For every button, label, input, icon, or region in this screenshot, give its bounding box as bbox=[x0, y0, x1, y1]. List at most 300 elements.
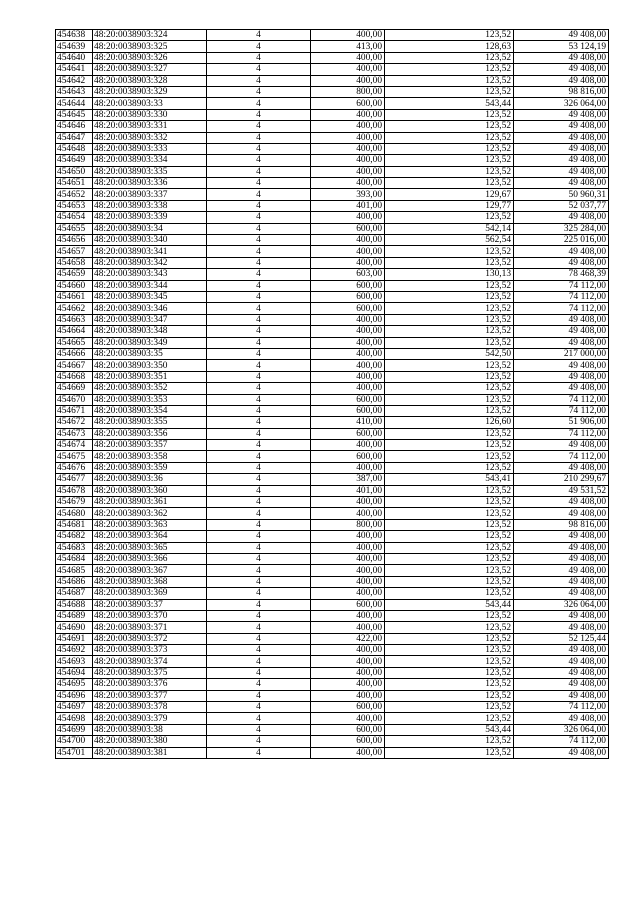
rate-cell: 123,52 bbox=[385, 155, 514, 166]
rate-cell: 123,52 bbox=[385, 519, 514, 530]
cadastral-number-cell: 48:20:0038903:350 bbox=[93, 360, 207, 371]
cadastral-number-cell: 48:20:0038903:369 bbox=[93, 588, 207, 599]
area-cell: 400,00 bbox=[311, 553, 385, 564]
category-cell: 4 bbox=[207, 462, 311, 473]
cadastral-number-cell: 48:20:0038903:344 bbox=[93, 280, 207, 291]
row-id-cell: 454654 bbox=[56, 212, 93, 223]
total-value-cell: 49 408,00 bbox=[514, 64, 609, 75]
row-id-cell: 454665 bbox=[56, 337, 93, 348]
row-id-cell: 454638 bbox=[56, 30, 93, 41]
area-cell: 400,00 bbox=[311, 747, 385, 758]
rate-cell: 129,77 bbox=[385, 200, 514, 211]
category-cell: 4 bbox=[207, 64, 311, 75]
table-row bbox=[56, 645, 609, 656]
total-value-cell: 50 960,31 bbox=[514, 189, 609, 200]
area-cell: 400,00 bbox=[311, 52, 385, 63]
area-cell: 600,00 bbox=[311, 303, 385, 314]
table-row bbox=[56, 326, 609, 337]
rate-cell: 123,52 bbox=[385, 462, 514, 473]
area-cell: 400,00 bbox=[311, 30, 385, 41]
category-cell: 4 bbox=[207, 542, 311, 553]
table-row bbox=[56, 383, 609, 394]
rate-cell: 123,52 bbox=[385, 394, 514, 405]
row-id-cell: 454685 bbox=[56, 565, 93, 576]
area-cell: 400,00 bbox=[311, 508, 385, 519]
table-row bbox=[56, 474, 609, 485]
rate-cell: 123,52 bbox=[385, 588, 514, 599]
cadastral-number-cell: 48:20:0038903:326 bbox=[93, 52, 207, 63]
row-id-cell: 454651 bbox=[56, 178, 93, 189]
area-cell: 400,00 bbox=[311, 178, 385, 189]
total-value-cell: 49 408,00 bbox=[514, 52, 609, 63]
table-row bbox=[56, 462, 609, 473]
row-id-cell: 454682 bbox=[56, 531, 93, 542]
row-id-cell: 454660 bbox=[56, 280, 93, 291]
total-value-cell: 49 408,00 bbox=[514, 610, 609, 621]
category-cell: 4 bbox=[207, 519, 311, 530]
rate-cell: 123,52 bbox=[385, 702, 514, 713]
area-cell: 400,00 bbox=[311, 679, 385, 690]
table-row bbox=[56, 690, 609, 701]
total-value-cell: 49 408,00 bbox=[514, 30, 609, 41]
category-cell: 4 bbox=[207, 235, 311, 246]
rate-cell: 123,52 bbox=[385, 246, 514, 257]
cadastral-number-cell: 48:20:0038903:360 bbox=[93, 485, 207, 496]
table-row bbox=[56, 280, 609, 291]
cadastral-number-cell: 48:20:0038903:37 bbox=[93, 599, 207, 610]
rate-cell: 123,52 bbox=[385, 610, 514, 621]
area-cell: 600,00 bbox=[311, 702, 385, 713]
total-value-cell: 49 408,00 bbox=[514, 690, 609, 701]
area-cell: 600,00 bbox=[311, 736, 385, 747]
row-id-cell: 454679 bbox=[56, 497, 93, 508]
total-value-cell: 74 112,00 bbox=[514, 405, 609, 416]
table-row bbox=[56, 485, 609, 496]
total-value-cell: 325 284,00 bbox=[514, 223, 609, 234]
area-cell: 400,00 bbox=[311, 610, 385, 621]
row-id-cell: 454646 bbox=[56, 121, 93, 132]
cadastral-number-cell: 48:20:0038903:330 bbox=[93, 109, 207, 120]
category-cell: 4 bbox=[207, 314, 311, 325]
total-value-cell: 49 408,00 bbox=[514, 109, 609, 120]
area-cell: 400,00 bbox=[311, 713, 385, 724]
category-cell: 4 bbox=[207, 599, 311, 610]
cadastral-number-cell: 48:20:0038903:337 bbox=[93, 189, 207, 200]
rate-cell: 123,52 bbox=[385, 303, 514, 314]
total-value-cell: 49 408,00 bbox=[514, 257, 609, 268]
table-row bbox=[56, 394, 609, 405]
table-row bbox=[56, 30, 609, 41]
rate-cell: 123,52 bbox=[385, 405, 514, 416]
cadastral-number-cell: 48:20:0038903:335 bbox=[93, 166, 207, 177]
table-row bbox=[56, 633, 609, 644]
cadastral-number-cell: 48:20:0038903:363 bbox=[93, 519, 207, 530]
cadastral-number-cell: 48:20:0038903:38 bbox=[93, 724, 207, 735]
cadastral-number-cell: 48:20:0038903:365 bbox=[93, 542, 207, 553]
row-id-cell: 454661 bbox=[56, 291, 93, 302]
row-id-cell: 454674 bbox=[56, 440, 93, 451]
area-cell: 401,00 bbox=[311, 485, 385, 496]
cadastral-number-cell: 48:20:0038903:333 bbox=[93, 143, 207, 154]
total-value-cell: 49 408,00 bbox=[514, 75, 609, 86]
table-row bbox=[56, 610, 609, 621]
total-value-cell: 49 408,00 bbox=[514, 531, 609, 542]
category-cell: 4 bbox=[207, 451, 311, 462]
rate-cell: 123,52 bbox=[385, 86, 514, 97]
cadastral-number-cell: 48:20:0038903:371 bbox=[93, 622, 207, 633]
total-value-cell: 326 064,00 bbox=[514, 724, 609, 735]
cadastral-number-cell: 48:20:0038903:358 bbox=[93, 451, 207, 462]
category-cell: 4 bbox=[207, 348, 311, 359]
total-value-cell: 49 408,00 bbox=[514, 155, 609, 166]
cadastral-number-cell: 48:20:0038903:367 bbox=[93, 565, 207, 576]
area-cell: 393,00 bbox=[311, 189, 385, 200]
category-cell: 4 bbox=[207, 41, 311, 52]
area-cell: 400,00 bbox=[311, 348, 385, 359]
total-value-cell: 49 408,00 bbox=[514, 667, 609, 678]
table-row bbox=[56, 41, 609, 52]
rate-cell: 129,67 bbox=[385, 189, 514, 200]
category-cell: 4 bbox=[207, 736, 311, 747]
area-cell: 400,00 bbox=[311, 645, 385, 656]
cadastral-number-cell: 48:20:0038903:35 bbox=[93, 348, 207, 359]
row-id-cell: 454691 bbox=[56, 633, 93, 644]
row-id-cell: 454688 bbox=[56, 599, 93, 610]
area-cell: 800,00 bbox=[311, 86, 385, 97]
area-cell: 400,00 bbox=[311, 235, 385, 246]
row-id-cell: 454690 bbox=[56, 622, 93, 633]
table-row bbox=[56, 417, 609, 428]
category-cell: 4 bbox=[207, 724, 311, 735]
total-value-cell: 326 064,00 bbox=[514, 98, 609, 109]
area-cell: 400,00 bbox=[311, 565, 385, 576]
row-id-cell: 454689 bbox=[56, 610, 93, 621]
rate-cell: 123,52 bbox=[385, 542, 514, 553]
rate-cell: 123,52 bbox=[385, 280, 514, 291]
category-cell: 4 bbox=[207, 531, 311, 542]
cadastral-number-cell: 48:20:0038903:372 bbox=[93, 633, 207, 644]
category-cell: 4 bbox=[207, 747, 311, 758]
total-value-cell: 49 408,00 bbox=[514, 246, 609, 257]
row-id-cell: 454695 bbox=[56, 679, 93, 690]
rate-cell: 123,52 bbox=[385, 52, 514, 63]
row-id-cell: 454657 bbox=[56, 246, 93, 257]
area-cell: 400,00 bbox=[311, 360, 385, 371]
cadastral-number-cell: 48:20:0038903:349 bbox=[93, 337, 207, 348]
table-row bbox=[56, 257, 609, 268]
rate-cell: 123,52 bbox=[385, 667, 514, 678]
category-cell: 4 bbox=[207, 257, 311, 268]
area-cell: 400,00 bbox=[311, 542, 385, 553]
rate-cell: 123,52 bbox=[385, 713, 514, 724]
rate-cell: 123,52 bbox=[385, 576, 514, 587]
row-id-cell: 454693 bbox=[56, 656, 93, 667]
row-id-cell: 454641 bbox=[56, 64, 93, 75]
cadastral-number-cell: 48:20:0038903:347 bbox=[93, 314, 207, 325]
category-cell: 4 bbox=[207, 656, 311, 667]
table-row bbox=[56, 531, 609, 542]
cadastral-number-cell: 48:20:0038903:36 bbox=[93, 474, 207, 485]
cadastral-number-cell: 48:20:0038903:376 bbox=[93, 679, 207, 690]
rate-cell: 542,14 bbox=[385, 223, 514, 234]
rate-cell: 543,41 bbox=[385, 474, 514, 485]
rate-cell: 123,52 bbox=[385, 679, 514, 690]
cadastral-number-cell: 48:20:0038903:327 bbox=[93, 64, 207, 75]
row-id-cell: 454642 bbox=[56, 75, 93, 86]
row-id-cell: 454701 bbox=[56, 747, 93, 758]
category-cell: 4 bbox=[207, 269, 311, 280]
row-id-cell: 454653 bbox=[56, 200, 93, 211]
cadastral-number-cell: 48:20:0038903:373 bbox=[93, 645, 207, 656]
cadastral-number-cell: 48:20:0038903:375 bbox=[93, 667, 207, 678]
table-row bbox=[56, 713, 609, 724]
cadastral-number-cell: 48:20:0038903:328 bbox=[93, 75, 207, 86]
total-value-cell: 49 408,00 bbox=[514, 178, 609, 189]
total-value-cell: 49 408,00 bbox=[514, 337, 609, 348]
area-cell: 400,00 bbox=[311, 121, 385, 132]
row-id-cell: 454696 bbox=[56, 690, 93, 701]
cadastral-number-cell: 48:20:0038903:342 bbox=[93, 257, 207, 268]
rate-cell: 543,44 bbox=[385, 724, 514, 735]
row-id-cell: 454673 bbox=[56, 428, 93, 439]
category-cell: 4 bbox=[207, 679, 311, 690]
table-row bbox=[56, 155, 609, 166]
category-cell: 4 bbox=[207, 405, 311, 416]
table-row bbox=[56, 371, 609, 382]
category-cell: 4 bbox=[207, 109, 311, 120]
total-value-cell: 74 112,00 bbox=[514, 280, 609, 291]
table-row bbox=[56, 132, 609, 143]
row-id-cell: 454668 bbox=[56, 371, 93, 382]
cadastral-number-cell: 48:20:0038903:324 bbox=[93, 30, 207, 41]
cadastral-number-cell: 48:20:0038903:377 bbox=[93, 690, 207, 701]
total-value-cell: 74 112,00 bbox=[514, 451, 609, 462]
category-cell: 4 bbox=[207, 440, 311, 451]
category-cell: 4 bbox=[207, 428, 311, 439]
cadastral-number-cell: 48:20:0038903:357 bbox=[93, 440, 207, 451]
category-cell: 4 bbox=[207, 633, 311, 644]
area-cell: 400,00 bbox=[311, 371, 385, 382]
category-cell: 4 bbox=[207, 166, 311, 177]
area-cell: 400,00 bbox=[311, 667, 385, 678]
table-row bbox=[56, 143, 609, 154]
row-id-cell: 454649 bbox=[56, 155, 93, 166]
rate-cell: 123,52 bbox=[385, 291, 514, 302]
total-value-cell: 49 408,00 bbox=[514, 360, 609, 371]
total-value-cell: 52 125,44 bbox=[514, 633, 609, 644]
cadastral-number-cell: 48:20:0038903:341 bbox=[93, 246, 207, 257]
area-cell: 400,00 bbox=[311, 383, 385, 394]
category-cell: 4 bbox=[207, 223, 311, 234]
total-value-cell: 225 016,00 bbox=[514, 235, 609, 246]
total-value-cell: 49 408,00 bbox=[514, 497, 609, 508]
row-id-cell: 454687 bbox=[56, 588, 93, 599]
total-value-cell: 74 112,00 bbox=[514, 303, 609, 314]
area-cell: 400,00 bbox=[311, 462, 385, 473]
row-id-cell: 454670 bbox=[56, 394, 93, 405]
area-cell: 600,00 bbox=[311, 724, 385, 735]
rate-cell: 123,52 bbox=[385, 508, 514, 519]
rate-cell: 123,52 bbox=[385, 371, 514, 382]
category-cell: 4 bbox=[207, 303, 311, 314]
table-row bbox=[56, 166, 609, 177]
category-cell: 4 bbox=[207, 690, 311, 701]
cadastral-number-cell: 48:20:0038903:381 bbox=[93, 747, 207, 758]
table-row bbox=[56, 519, 609, 530]
cadastral-number-cell: 48:20:0038903:354 bbox=[93, 405, 207, 416]
cadastral-number-cell: 48:20:0038903:379 bbox=[93, 713, 207, 724]
row-id-cell: 454683 bbox=[56, 542, 93, 553]
table-row bbox=[56, 576, 609, 587]
category-cell: 4 bbox=[207, 143, 311, 154]
rate-cell: 123,52 bbox=[385, 360, 514, 371]
rate-cell: 123,52 bbox=[385, 633, 514, 644]
cadastral-number-cell: 48:20:0038903:334 bbox=[93, 155, 207, 166]
cadastral-number-cell: 48:20:0038903:355 bbox=[93, 417, 207, 428]
table-row bbox=[56, 348, 609, 359]
total-value-cell: 49 408,00 bbox=[514, 656, 609, 667]
cadastral-number-cell: 48:20:0038903:331 bbox=[93, 121, 207, 132]
rate-cell: 123,52 bbox=[385, 121, 514, 132]
cadastral-value-table bbox=[55, 29, 609, 759]
table-row bbox=[56, 405, 609, 416]
table-row bbox=[56, 212, 609, 223]
category-cell: 4 bbox=[207, 383, 311, 394]
table-row bbox=[56, 497, 609, 508]
rate-cell: 542,50 bbox=[385, 348, 514, 359]
row-id-cell: 454640 bbox=[56, 52, 93, 63]
cadastral-number-cell: 48:20:0038903:366 bbox=[93, 553, 207, 564]
total-value-cell: 53 124,19 bbox=[514, 41, 609, 52]
total-value-cell: 74 112,00 bbox=[514, 428, 609, 439]
table-row bbox=[56, 440, 609, 451]
total-value-cell: 49 408,00 bbox=[514, 622, 609, 633]
rate-cell: 123,52 bbox=[385, 645, 514, 656]
total-value-cell: 49 408,00 bbox=[514, 212, 609, 223]
area-cell: 422,00 bbox=[311, 633, 385, 644]
total-value-cell: 49 408,00 bbox=[514, 143, 609, 154]
area-cell: 400,00 bbox=[311, 588, 385, 599]
area-cell: 387,00 bbox=[311, 474, 385, 485]
category-cell: 4 bbox=[207, 337, 311, 348]
rate-cell: 123,52 bbox=[385, 451, 514, 462]
area-cell: 600,00 bbox=[311, 223, 385, 234]
area-cell: 400,00 bbox=[311, 143, 385, 154]
row-id-cell: 454656 bbox=[56, 235, 93, 246]
area-cell: 400,00 bbox=[311, 337, 385, 348]
category-cell: 4 bbox=[207, 565, 311, 576]
area-cell: 400,00 bbox=[311, 109, 385, 120]
total-value-cell: 49 408,00 bbox=[514, 371, 609, 382]
rate-cell: 123,52 bbox=[385, 747, 514, 758]
row-id-cell: 454680 bbox=[56, 508, 93, 519]
area-cell: 400,00 bbox=[311, 155, 385, 166]
table-row bbox=[56, 98, 609, 109]
cadastral-number-cell: 48:20:0038903:329 bbox=[93, 86, 207, 97]
table-row bbox=[56, 121, 609, 132]
cadastral-number-cell: 48:20:0038903:343 bbox=[93, 269, 207, 280]
row-id-cell: 454650 bbox=[56, 166, 93, 177]
area-cell: 400,00 bbox=[311, 497, 385, 508]
area-cell: 400,00 bbox=[311, 622, 385, 633]
row-id-cell: 454697 bbox=[56, 702, 93, 713]
rate-cell: 123,52 bbox=[385, 132, 514, 143]
rate-cell: 123,52 bbox=[385, 337, 514, 348]
category-cell: 4 bbox=[207, 121, 311, 132]
table-row bbox=[56, 553, 609, 564]
area-cell: 401,00 bbox=[311, 200, 385, 211]
category-cell: 4 bbox=[207, 553, 311, 564]
row-id-cell: 454639 bbox=[56, 41, 93, 52]
cadastral-number-cell: 48:20:0038903:332 bbox=[93, 132, 207, 143]
rate-cell: 123,52 bbox=[385, 30, 514, 41]
table-row bbox=[56, 291, 609, 302]
table-row bbox=[56, 64, 609, 75]
area-cell: 600,00 bbox=[311, 405, 385, 416]
row-id-cell: 454671 bbox=[56, 405, 93, 416]
table-row bbox=[56, 86, 609, 97]
row-id-cell: 454675 bbox=[56, 451, 93, 462]
category-cell: 4 bbox=[207, 98, 311, 109]
row-id-cell: 454698 bbox=[56, 713, 93, 724]
table-row bbox=[56, 542, 609, 553]
area-cell: 410,00 bbox=[311, 417, 385, 428]
area-cell: 600,00 bbox=[311, 599, 385, 610]
rate-cell: 123,52 bbox=[385, 428, 514, 439]
category-cell: 4 bbox=[207, 622, 311, 633]
rate-cell: 123,52 bbox=[385, 497, 514, 508]
rate-cell: 562,54 bbox=[385, 235, 514, 246]
area-cell: 600,00 bbox=[311, 291, 385, 302]
category-cell: 4 bbox=[207, 645, 311, 656]
cadastral-number-cell: 48:20:0038903:374 bbox=[93, 656, 207, 667]
category-cell: 4 bbox=[207, 30, 311, 41]
rate-cell: 543,44 bbox=[385, 98, 514, 109]
area-cell: 400,00 bbox=[311, 64, 385, 75]
row-id-cell: 454700 bbox=[56, 736, 93, 747]
total-value-cell: 98 816,00 bbox=[514, 519, 609, 530]
total-value-cell: 51 906,00 bbox=[514, 417, 609, 428]
table-row bbox=[56, 109, 609, 120]
table-row bbox=[56, 599, 609, 610]
area-cell: 400,00 bbox=[311, 75, 385, 86]
area-cell: 400,00 bbox=[311, 212, 385, 223]
cadastral-number-cell: 48:20:0038903:346 bbox=[93, 303, 207, 314]
category-cell: 4 bbox=[207, 417, 311, 428]
category-cell: 4 bbox=[207, 326, 311, 337]
category-cell: 4 bbox=[207, 75, 311, 86]
category-cell: 4 bbox=[207, 178, 311, 189]
area-cell: 400,00 bbox=[311, 257, 385, 268]
cadastral-number-cell: 48:20:0038903:348 bbox=[93, 326, 207, 337]
rate-cell: 123,52 bbox=[385, 314, 514, 325]
table-row bbox=[56, 667, 609, 678]
category-cell: 4 bbox=[207, 508, 311, 519]
area-cell: 600,00 bbox=[311, 394, 385, 405]
total-value-cell: 49 408,00 bbox=[514, 542, 609, 553]
row-id-cell: 454684 bbox=[56, 553, 93, 564]
rate-cell: 123,52 bbox=[385, 656, 514, 667]
cadastral-number-cell: 48:20:0038903:345 bbox=[93, 291, 207, 302]
rate-cell: 123,52 bbox=[385, 565, 514, 576]
area-cell: 400,00 bbox=[311, 576, 385, 587]
rate-cell: 123,52 bbox=[385, 553, 514, 564]
table-row bbox=[56, 622, 609, 633]
total-value-cell: 49 408,00 bbox=[514, 166, 609, 177]
category-cell: 4 bbox=[207, 212, 311, 223]
area-cell: 400,00 bbox=[311, 656, 385, 667]
table-row bbox=[56, 189, 609, 200]
